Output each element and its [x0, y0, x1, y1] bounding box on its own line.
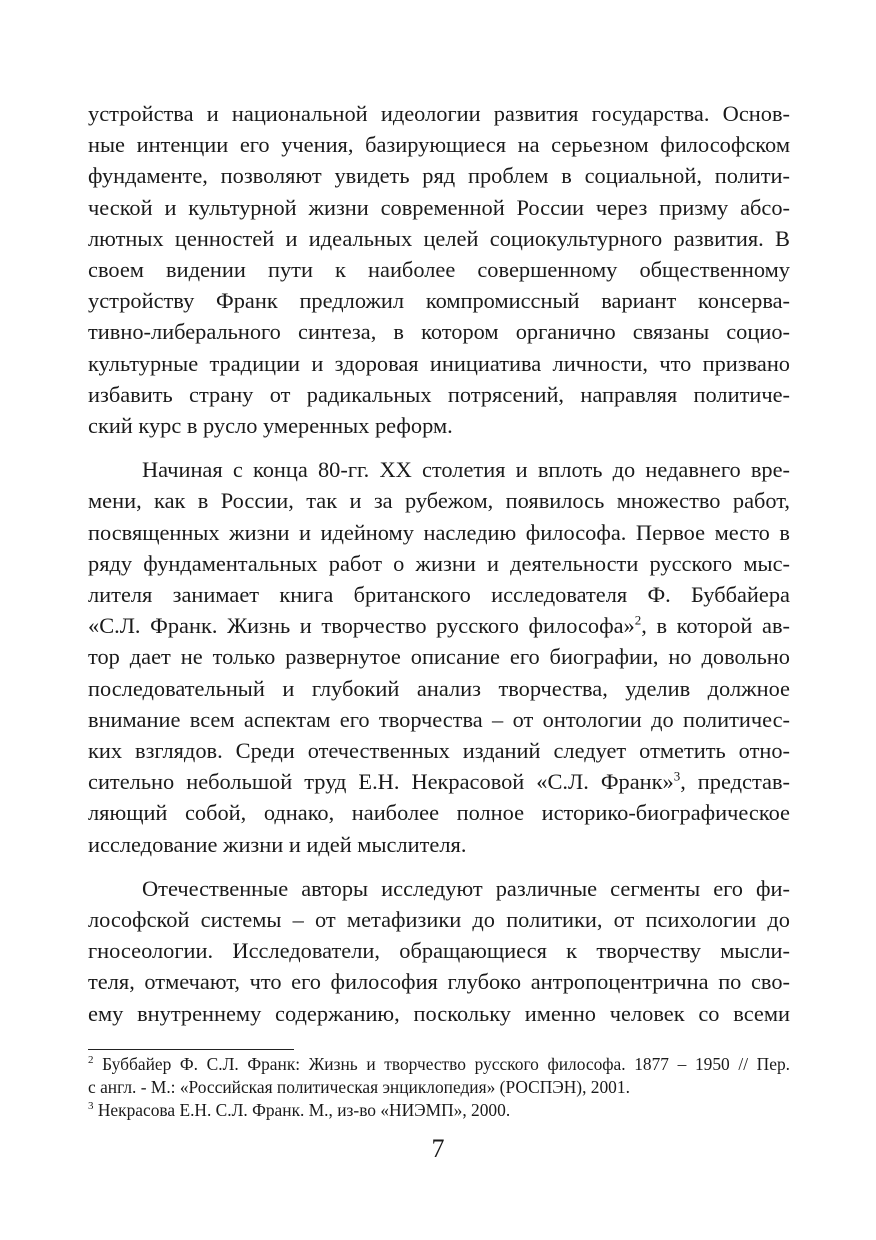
paragraph-line: ные интенции его учения, базирующиеся на серьезном философском: [88, 132, 790, 158]
footnote-text: Буббайер Ф. С.Л. Франк: Жизнь и творчество русского философа. 1877 – 1950 // Пер.: [93, 1054, 790, 1074]
footnote-ref-2[interactable]: 2: [634, 612, 642, 628]
paragraph-line: фундаменте, позволяют увидеть ряд проблем в социальной, полити-: [88, 163, 790, 189]
paragraph-line: устройству Франк предложил компромиссный вариант консерва-: [88, 288, 790, 314]
paragraph-line: ему внутреннему содержанию, поскольку именно человек со всеми: [88, 1000, 790, 1026]
footnote-2: [88, 1053, 790, 1076]
paragraph-line: избавить страну от радикальных потрясений, направляя политиче-: [88, 381, 790, 407]
paragraph-line: внимание всем аспектам его творчества – от онтологии до политичес-: [88, 706, 790, 732]
paragraph-line: лителя занимает книга британского исследователя Ф. Буббайера: [88, 582, 790, 608]
paragraph-line: исследование жизни и идей мыслителя.: [88, 831, 467, 857]
paragraph-line: лютных ценностей и идеальных целей социокультурного развития. В: [88, 225, 790, 251]
page-number: 7: [431, 1134, 445, 1163]
citation-text: , представ-: [680, 769, 790, 795]
paragraph-line: ляющий собой, однако, наиболее полное историко-биографическое: [88, 800, 790, 826]
paragraph-line: своем видении пути к наиболее совершенному общественному: [88, 257, 790, 283]
paragraph-line: [88, 610, 790, 641]
paragraph-line: лософской системы – от метафизики до политики, от психологии до: [88, 907, 790, 933]
paragraph-line: тор дает не только развернутое описание его биографии, но довольно: [88, 644, 790, 670]
footnote-2-continued: с англ. - М.: «Российская политическая энциклопедия» (РОСПЭН), 2001.: [88, 1077, 630, 1098]
footnote-text: Некрасова Е.Н. С.Л. Франк. М., из-во «НИЭМП», 2000.: [93, 1100, 511, 1121]
citation-text: сительно небольшой труд Е.Н. Некрасовой «С.Л. Франк»: [88, 769, 674, 795]
paragraph-line: культурные традиции и здоровая инициатива личности, что призвано: [88, 350, 790, 376]
citation-text: , в которой ав-: [641, 613, 790, 639]
footnote-divider: [88, 1049, 294, 1050]
paragraph-line: ческой и культурной жизни современной России через призму абсо-: [88, 194, 790, 220]
paragraph-line: мени, как в России, так и за рубежом, появилось множество работ,: [88, 488, 790, 514]
paragraph-3: [88, 873, 790, 1029]
paragraph-line: ких взглядов. Среди отечественных изданий следует отметить отно-: [88, 738, 790, 764]
paragraph-line: теля, отмечают, что его философия глубоко антропоцентрична по сво-: [88, 969, 790, 995]
paragraph-1: [88, 98, 790, 441]
paragraph-line: Начиная с конца 80-гг. XX столетия и вплоть до недавнего вре-: [142, 457, 790, 483]
paragraph-line: тивно-либерального синтеза, в котором органично связаны социо-: [88, 319, 790, 345]
footnote-3: [88, 1099, 790, 1122]
paragraph-line: посвященных жизни и идейному наследию философа. Первое место в: [88, 519, 790, 545]
paragraph-line: [88, 766, 790, 797]
footnotes: [88, 1053, 790, 1123]
paragraph-line: Отечественные авторы исследуют различные сегменты его фи-: [142, 875, 790, 901]
footnote-ref-3[interactable]: 3: [673, 768, 681, 784]
footnote-mark-2: 2: [88, 1054, 94, 1067]
paragraph-line: гносеологии. Исследователи, обращающиеся к творчеству мысли-: [88, 938, 790, 964]
paragraph-line: ряду фундаментальных работ о жизни и деятельности русского мыс-: [88, 550, 790, 576]
paragraph-line: ский курс в русло умеренных реформ.: [88, 413, 453, 439]
paragraph-2: [88, 454, 790, 860]
paragraph-line: последовательный и глубокий анализ творчества, уделив должное: [88, 675, 790, 701]
paragraph-line: устройства и национальной идеологии развития государства. Основ-: [88, 101, 790, 126]
citation-text: «С.Л. Франк. Жизнь и творчество русского философа»: [88, 613, 635, 639]
footnote-mark-3: 3: [88, 1100, 94, 1113]
page-body: [88, 98, 790, 1029]
